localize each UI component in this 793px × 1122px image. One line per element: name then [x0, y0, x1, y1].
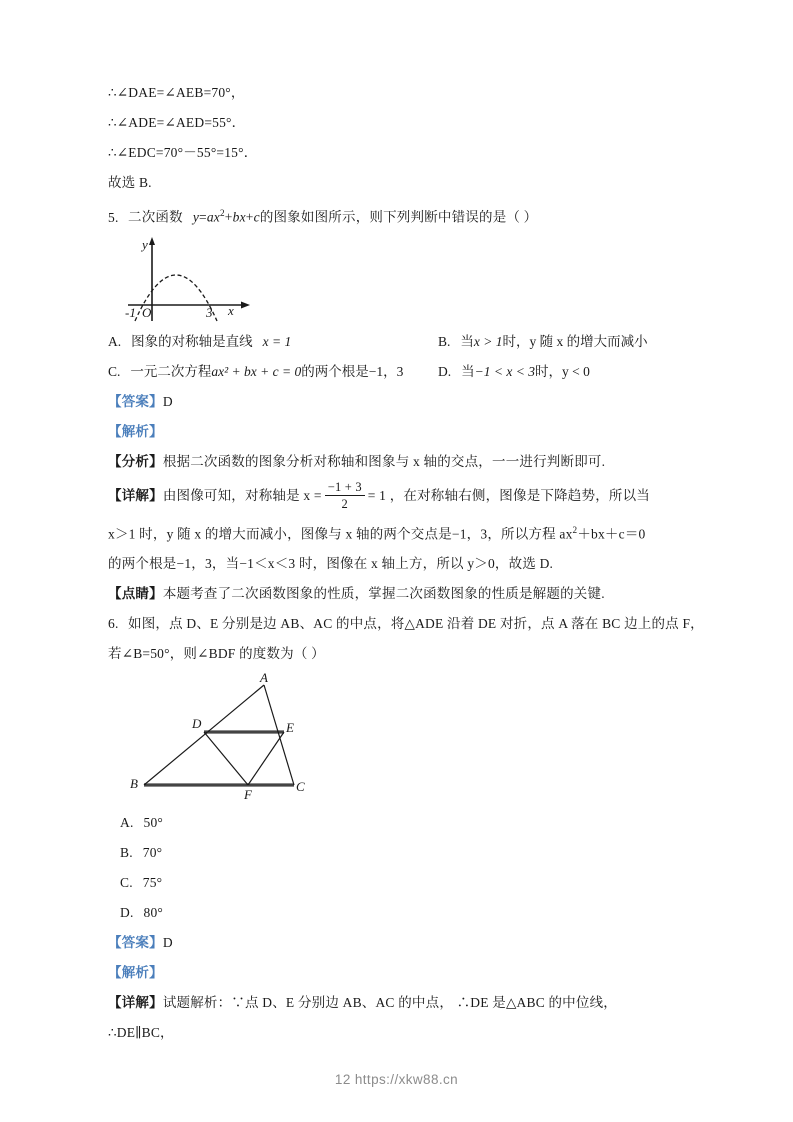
q6-option-d-value: 80°: [143, 905, 164, 920]
triangle-svg: [122, 673, 342, 808]
carryover-line-1: ∴∠DAE=∠AEB=70°，: [108, 85, 245, 100]
question-6-option-a[interactable]: [108, 808, 698, 838]
formula-plus-1: +: [224, 209, 233, 225]
question-6-answer: [108, 928, 698, 958]
question-6-options: [108, 808, 698, 928]
xiangjie-line2-a: x＞1 时，y 随 x 的增大而减小，图像与 x 轴的两个交点是−1，3，所以方程 ax: [108, 526, 573, 541]
xiangjie-line2-exponent: 2: [572, 524, 578, 535]
question-6-number: 6.: [108, 616, 119, 631]
formula-plus-2: +: [245, 209, 254, 225]
question-5-xiangjie-line-3: 的两个根是−1，3，当−1＜x＜3 时，图像在 x 轴上方，所以 y＞0，故选 D.: [108, 556, 554, 571]
dianjing-label: 【点睛】: [108, 586, 163, 601]
vertex-label-a: A: [260, 670, 268, 685]
option-a-text: 图象的对称轴是直线: [131, 333, 253, 349]
question-5-xiangjie-line-1: [108, 477, 698, 515]
option-c-math: ax² + bx + c = 0: [211, 363, 302, 379]
question-6-stem-text-1: 如图，点 D、E 分别是边 AB、AC 的中点，将△ADE 沿着 DE 对折，点 A 落在 BC 边上的点 F，: [128, 616, 704, 631]
option-b-text-post: 时，y 随 x 的增大而减小: [502, 333, 648, 349]
q6-option-a-value: 50°: [143, 815, 164, 830]
q6-option-d-key: D.: [120, 905, 134, 920]
question-5-stem: [108, 198, 698, 233]
vertex-label-d: D: [192, 716, 202, 731]
question-5-option-c[interactable]: [108, 357, 438, 387]
question-5-fenxi: [108, 447, 698, 477]
vertex-label-b: B: [130, 776, 138, 791]
q6-option-c-value: 75°: [142, 875, 163, 890]
parabola-figure: [122, 235, 262, 327]
x-intercept-label-left: -1: [125, 304, 136, 320]
x-axis-arrow: [241, 301, 250, 308]
question-6-xiangjie-line-1: [108, 988, 698, 1018]
question-5-answer: [108, 387, 698, 417]
xiangjie-label: 【详解】: [108, 487, 163, 503]
option-d-math: −1 < x < 3: [474, 363, 535, 379]
fenxi-text: 根据二次函数的图象分析对称轴和图象与 x 轴的交点，一一进行判断即可.: [162, 453, 606, 469]
segment-ef: [248, 732, 284, 785]
question-5-dianjing: [108, 579, 698, 609]
q6-answer-value: D: [162, 935, 173, 950]
carryover-line-3: ∴∠EDC=70°－55°=15°．: [108, 145, 258, 160]
option-b-key: B.: [438, 333, 451, 349]
segment-ab: [144, 685, 264, 785]
option-c-text-pre: 一元二次方程: [130, 363, 212, 379]
question-5-xiangjie-line-2: [108, 515, 698, 550]
formula-c: c: [253, 209, 260, 225]
question-5-analysis-label-row: [108, 417, 698, 447]
dianjing-text: 本题考查了二次函数图象的性质，掌握二次函数图象的性质是解题的关键.: [162, 586, 605, 601]
vertex-label-e: E: [286, 720, 294, 735]
formula-exponent: 2: [220, 208, 225, 218]
symmetry-axis-fraction: [325, 480, 365, 511]
page-footer: 12 https://xkw88.cn: [334, 1072, 459, 1087]
triangle-fold-figure: [122, 670, 342, 808]
fraction-numerator: −1 + 3: [327, 479, 362, 494]
option-a-math: x = 1: [262, 333, 292, 349]
vertex-label-f: F: [244, 787, 252, 802]
carryover-line-2: ∴∠ADE=∠AED=55°．: [108, 115, 246, 130]
formula-y: y: [192, 209, 200, 225]
y-axis-label: y: [142, 236, 148, 252]
q6-option-b-key: B.: [120, 845, 133, 860]
vertex-label-c: C: [296, 779, 305, 794]
q6-option-c-key: C.: [120, 875, 133, 890]
xiangjie-line2-b: ＋bx＋c＝0: [577, 526, 646, 541]
origin-label: O: [142, 304, 152, 320]
question-6-option-b[interactable]: [108, 838, 698, 868]
q6-analysis-label: 【解析】: [108, 965, 163, 980]
answer-value: D: [162, 393, 173, 409]
y-axis-arrow: [149, 237, 155, 245]
formula-eq: =: [199, 209, 207, 225]
question-6-option-d[interactable]: [108, 898, 698, 928]
option-b-math: x > 1: [473, 333, 503, 349]
question-5-option-a[interactable]: [108, 327, 438, 357]
q6-xiangjie-text-1: 试题解析：∵点 D、E 分别边 AB、AC 的中点， ∴DE 是△ABC 的中位线，: [162, 995, 617, 1010]
carryover-line-4: 故选 B.: [108, 175, 152, 190]
option-c-key: C.: [108, 363, 121, 379]
x-intercept-label-right: 3: [206, 304, 213, 320]
option-d-key: D.: [438, 363, 452, 379]
question-5-stem-after: 的图象如图所示，则下列判断中错误的是（ ）: [259, 209, 538, 225]
formula-bx: bx: [232, 209, 246, 225]
question-6-stem-line-1: [108, 609, 704, 639]
answer-label: 【答案】: [108, 393, 163, 409]
page-content: [108, 78, 704, 1048]
question-5-stem-before: 二次函数: [128, 209, 183, 225]
q6-xiangjie-label: 【详解】: [108, 995, 163, 1010]
xiangjie-part-1: 由图像可知，对称轴是 x =: [162, 487, 322, 503]
option-a-key: A.: [108, 333, 122, 349]
question-5-number: 5.: [108, 209, 119, 225]
option-d-text-pre: 当: [461, 363, 475, 379]
question-5-options-row-1: [108, 327, 698, 357]
analysis-label: 【解析】: [108, 423, 163, 439]
q6-option-a-key: A.: [120, 815, 134, 830]
fenxi-label: 【分析】: [108, 453, 163, 469]
question-5-options-row-2: [108, 357, 698, 387]
x-axis-label: x: [228, 302, 234, 318]
question-6-option-c[interactable]: [108, 868, 698, 898]
question-6-analysis-label-row: [108, 958, 698, 988]
xiangjie-part-2: = 1 ，在对称轴右侧，图像是下降趋势，所以当: [367, 487, 651, 503]
formula-ax: ax: [206, 209, 220, 225]
question-6-stem-line-2: 若∠B=50°，则∠BDF 的度数为（ ）: [108, 646, 325, 661]
segment-df: [204, 732, 248, 785]
option-d-text-post: 时，y < 0: [534, 363, 590, 379]
question-6-xiangjie-line-2: ∴DE∥BC，: [108, 1025, 174, 1040]
option-c-text-post: 的两个根是−1，3: [301, 363, 404, 379]
question-5-option-d[interactable]: [438, 357, 590, 387]
q6-answer-label: 【答案】: [108, 935, 163, 950]
option-b-text-pre: 当: [460, 333, 474, 349]
fraction-denominator: 2: [341, 496, 348, 511]
q6-option-b-value: 70°: [142, 845, 163, 860]
question-5-option-b[interactable]: [438, 327, 648, 357]
